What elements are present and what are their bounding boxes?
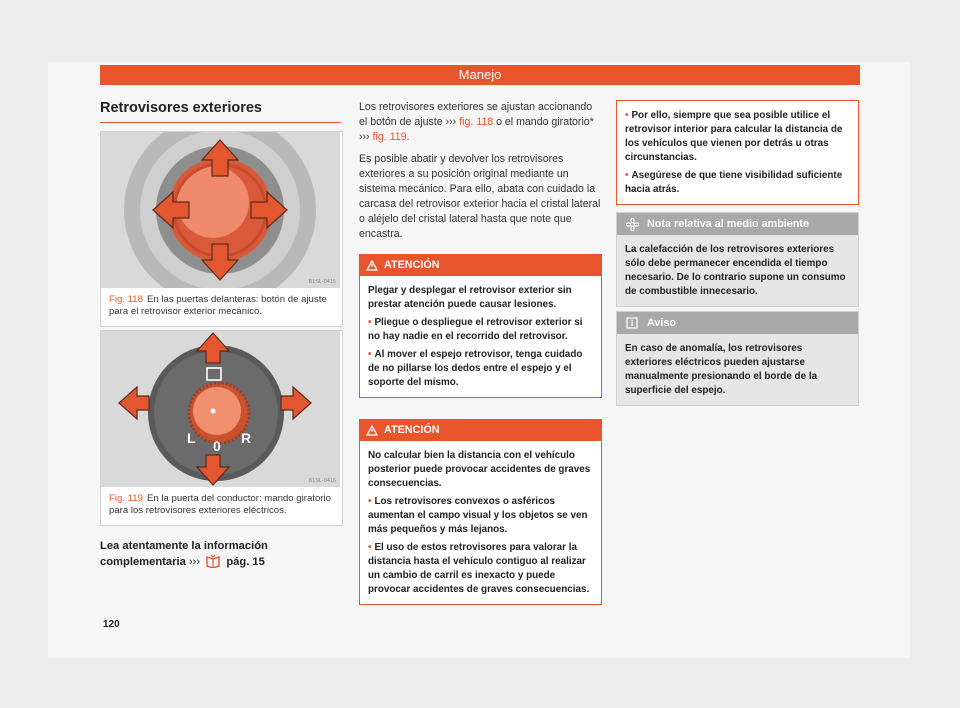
warning-bullet-text: Al mover el espejo retrovisor, tenga cuidado de no pillarse los dedos entre el espejo y el soporte del mismo. bbox=[368, 349, 583, 388]
figure-label: Fig. 118 bbox=[109, 294, 143, 305]
bullet-icon: • bbox=[368, 349, 372, 360]
warning-box-continued bbox=[616, 100, 859, 205]
body-paragraph-2: Es posible abatir y devolver los retrovisores exteriores a su posición original mediante un sistema mecánico. Para ello, abata con cuidado la carcasa del retrovisor exterior hacia el cristal lateral o aléjelo del cristal lateral hasta que note que encastra. bbox=[359, 153, 601, 240]
warning-bullet-text: Pliegue o despliegue el retrovisor exterior si no hay nadie en el recorrido del retrovisor. bbox=[368, 317, 583, 342]
leaf-flower-icon bbox=[626, 218, 639, 231]
warning-bullet bbox=[368, 348, 593, 390]
warning-box-1 bbox=[359, 254, 602, 398]
figure-119-image bbox=[101, 331, 340, 487]
body-paragraph-1 bbox=[359, 100, 602, 145]
knob-label-right: R bbox=[241, 430, 252, 446]
environment-note-header bbox=[617, 213, 858, 235]
body-text: o el mando giratorio* bbox=[496, 116, 594, 128]
warning-bullet bbox=[625, 109, 850, 165]
body-text-column bbox=[359, 100, 602, 249]
figure-118 bbox=[100, 131, 343, 327]
environment-note-title: Nota relativa al medio ambiente bbox=[647, 218, 810, 230]
read-info-text: Lea atentamente la información complementaria bbox=[100, 540, 268, 568]
warning-body bbox=[617, 101, 858, 204]
page-number: 120 bbox=[103, 619, 120, 630]
warning-intro: No calcular bien la distancia con el vehículo posterior puede provocar accidentes de graves consecuencias. bbox=[368, 450, 591, 489]
fig-118-link[interactable]: fig. 118 bbox=[459, 116, 494, 128]
figure-caption bbox=[101, 487, 342, 525]
bullet-icon: • bbox=[368, 542, 372, 553]
warning-header bbox=[360, 420, 601, 441]
notice-title: Aviso bbox=[647, 317, 677, 329]
figure-code: B1SL-0416 bbox=[308, 478, 336, 484]
ref-arrows: ››› bbox=[445, 116, 457, 128]
figure-caption-text: En las puertas delanteras: botón de ajuste para el retrovisor exterior mecánico. bbox=[109, 294, 327, 317]
book-warning-icon bbox=[205, 554, 221, 568]
body-text: Los retrovisores exteriores se ajustan accionando el botón de ajuste bbox=[359, 101, 593, 128]
warning-bullet bbox=[368, 316, 593, 344]
bullet-icon: • bbox=[625, 170, 629, 181]
warning-header bbox=[360, 255, 601, 276]
warning-title: ATENCIÓN bbox=[384, 424, 440, 436]
warning-bullet-text: El uso de estos retrovisores para valorar la distancia hasta el vehículo contiguo al realizar un cambio de carril es inexacto y puede provocar accidentes de graves consecuencias. bbox=[368, 542, 590, 595]
figure-code: B1SL-0415 bbox=[308, 279, 336, 285]
notice-header bbox=[617, 312, 858, 334]
warning-bullet bbox=[625, 169, 850, 197]
warning-triangle-icon bbox=[366, 260, 378, 271]
notice-body: En caso de anomalía, los retrovisores exteriores eléctricos pueden ajustarse manualmente presionando el borde de la superficie del espejo. bbox=[625, 343, 818, 396]
warning-triangle-icon bbox=[366, 425, 378, 436]
warning-bullet-text: Asegúrese de que tiene visibilidad suficiente hacia atrás. bbox=[625, 170, 843, 195]
read-info-page-ref[interactable]: pág. 15 bbox=[226, 556, 265, 568]
section-title: Retrovisores exteriores bbox=[100, 100, 341, 123]
notice-box bbox=[616, 311, 859, 406]
figure-119 bbox=[100, 330, 343, 526]
warning-body bbox=[360, 441, 601, 604]
read-info-arrows: ››› bbox=[188, 556, 201, 568]
bullet-icon: • bbox=[368, 496, 372, 507]
read-info-note bbox=[100, 538, 345, 570]
figure-caption bbox=[101, 288, 342, 326]
knob-label-center: 0 bbox=[213, 438, 221, 454]
warning-bullet-text: Los retrovisores convexos o asféricos aumentan el campo visual y los objetos se ven más pequeños y más lejanos. bbox=[368, 496, 588, 535]
knob-label-left: L bbox=[187, 430, 196, 446]
warning-bullet bbox=[368, 541, 593, 597]
figure-label: Fig. 119 bbox=[109, 493, 143, 504]
warning-intro: Plegar y desplegar el retrovisor exterior sin prestar atención puede causar lesiones. bbox=[368, 285, 572, 310]
chapter-header: Manejo bbox=[100, 65, 860, 85]
body-text: . bbox=[406, 131, 410, 143]
bullet-icon: • bbox=[625, 110, 629, 121]
info-icon bbox=[626, 317, 638, 329]
warning-title: ATENCIÓN bbox=[384, 259, 440, 271]
warning-body bbox=[360, 276, 601, 397]
ref-arrows: ››› bbox=[359, 131, 370, 143]
figure-118-image bbox=[101, 132, 340, 288]
figure-caption-text: En la puerta del conductor: mando giratorio para los retrovisores exteriores eléctricos. bbox=[109, 493, 331, 516]
warning-bullet-text: Por ello, siempre que sea posible utilice el retrovisor interior para calcular la distancia de los vehículos que vienen por detrás u otras circunstancias. bbox=[625, 110, 843, 163]
environment-note-body: La calefacción de los retrovisores exteriores sólo debe permanecer encendida el tiempo necesario. De lo contrario supone un consumo de combustible innecesario. bbox=[625, 244, 846, 297]
fig-119-link[interactable]: fig. 119 bbox=[372, 131, 407, 143]
warning-box-2 bbox=[359, 419, 602, 605]
bullet-icon: • bbox=[368, 317, 372, 328]
environment-note-box bbox=[616, 212, 859, 307]
warning-bullet bbox=[368, 495, 593, 537]
